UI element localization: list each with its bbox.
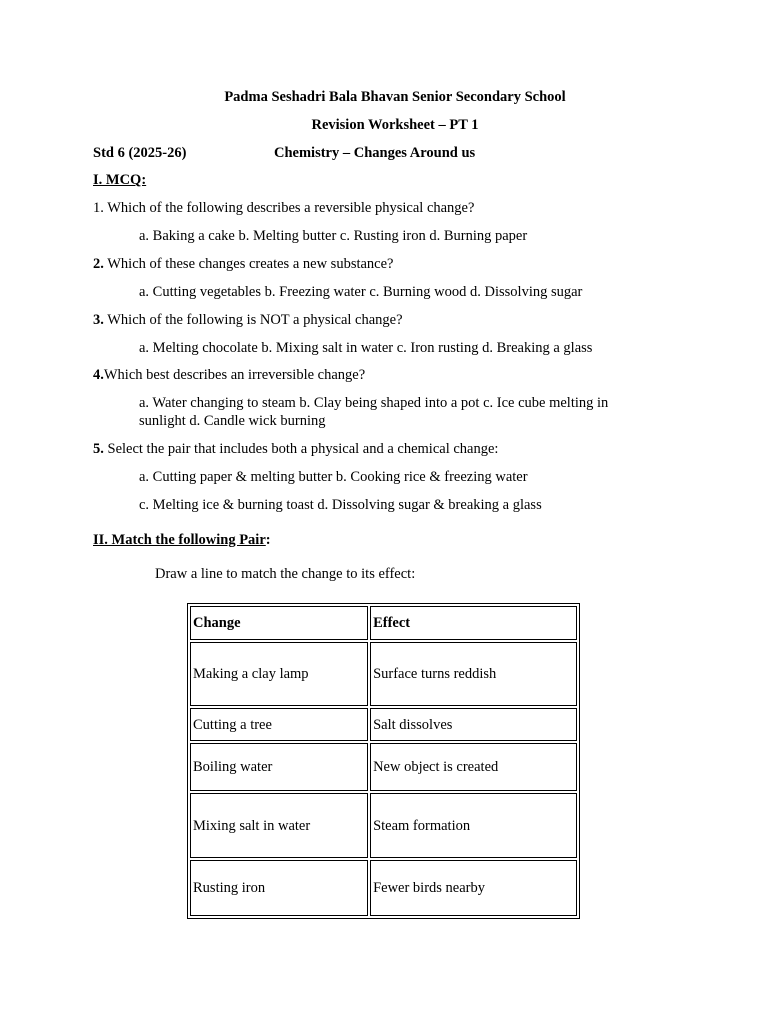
question-1: 1. Which of the following describes a reversible physical change?: [93, 200, 475, 216]
question-5-number: 5.: [93, 441, 104, 457]
match-heading: [93, 531, 271, 549]
header-change: Change: [190, 606, 368, 640]
question-3: [93, 311, 403, 329]
school-name: Padma Seshadri Bala Bhavan Senior Secondary School: [224, 89, 566, 105]
change-cell: Boiling water: [190, 743, 368, 791]
question-4-text: Which best describes an irreversible change?: [103, 367, 366, 383]
change-cell: Making a clay lamp: [190, 642, 368, 706]
table-row: [190, 743, 577, 791]
table-header-row: [190, 606, 577, 640]
table-row: [190, 708, 577, 741]
effect-cell: New object is created: [370, 743, 577, 791]
question-4: [93, 366, 365, 384]
question-4-number: 4.: [93, 367, 104, 383]
match-table: [187, 603, 580, 919]
question-2-number: 2.: [93, 256, 104, 272]
worksheet-title: Revision Worksheet – PT 1: [311, 117, 479, 133]
std-label: Std 6 (2025-26): [93, 145, 187, 161]
question-3-text: Which of the following is NOT a physical change?: [103, 312, 403, 328]
match-heading-colon: :: [265, 532, 271, 548]
question-5: [93, 440, 498, 458]
question-4-options-line2: sunlight d. Candle wick burning: [139, 413, 326, 429]
question-5-options-line2: c. Melting ice & burning toast d. Dissolving sugar & breaking a glass: [139, 497, 542, 513]
question-3-number: 3.: [93, 312, 104, 328]
effect-cell: Fewer birds nearby: [370, 860, 577, 916]
match-instruction: Draw a line to match the change to its effect:: [155, 566, 416, 582]
mcq-heading: I. MCQ:: [93, 172, 147, 188]
question-3-options: a. Melting chocolate b. Mixing salt in water c. Iron rusting d. Breaking a glass: [139, 340, 593, 356]
change-cell: Cutting a tree: [190, 708, 368, 741]
question-2-options: a. Cutting vegetables b. Freezing water c. Burning wood d. Dissolving sugar: [139, 284, 583, 300]
effect-cell: Steam formation: [370, 793, 577, 858]
question-2: [93, 255, 393, 273]
subject-title: Chemistry – Changes Around us: [274, 145, 476, 161]
change-cell: Rusting iron: [190, 860, 368, 916]
effect-cell: Salt dissolves: [370, 708, 577, 741]
header-effect: Effect: [370, 606, 577, 640]
question-4-options-line1: a. Water changing to steam b. Clay being shaped into a pot c. Ice cube melting in: [139, 395, 609, 411]
table-row: [190, 642, 577, 706]
table-row: [190, 793, 577, 858]
question-1-options: a. Baking a cake b. Melting butter c. Rusting iron d. Burning paper: [139, 228, 528, 244]
question-5-options-line1: a. Cutting paper & melting butter b. Cooking rice & freezing water: [139, 469, 528, 485]
effect-cell: Surface turns reddish: [370, 642, 577, 706]
match-heading-text: II. Match the following Pair: [93, 532, 266, 548]
table-row: [190, 860, 577, 916]
question-5-text: Select the pair that includes both a physical and a chemical change:: [103, 441, 499, 457]
question-2-text: Which of these changes creates a new substance?: [103, 256, 394, 272]
change-cell: Mixing salt in water: [190, 793, 368, 858]
